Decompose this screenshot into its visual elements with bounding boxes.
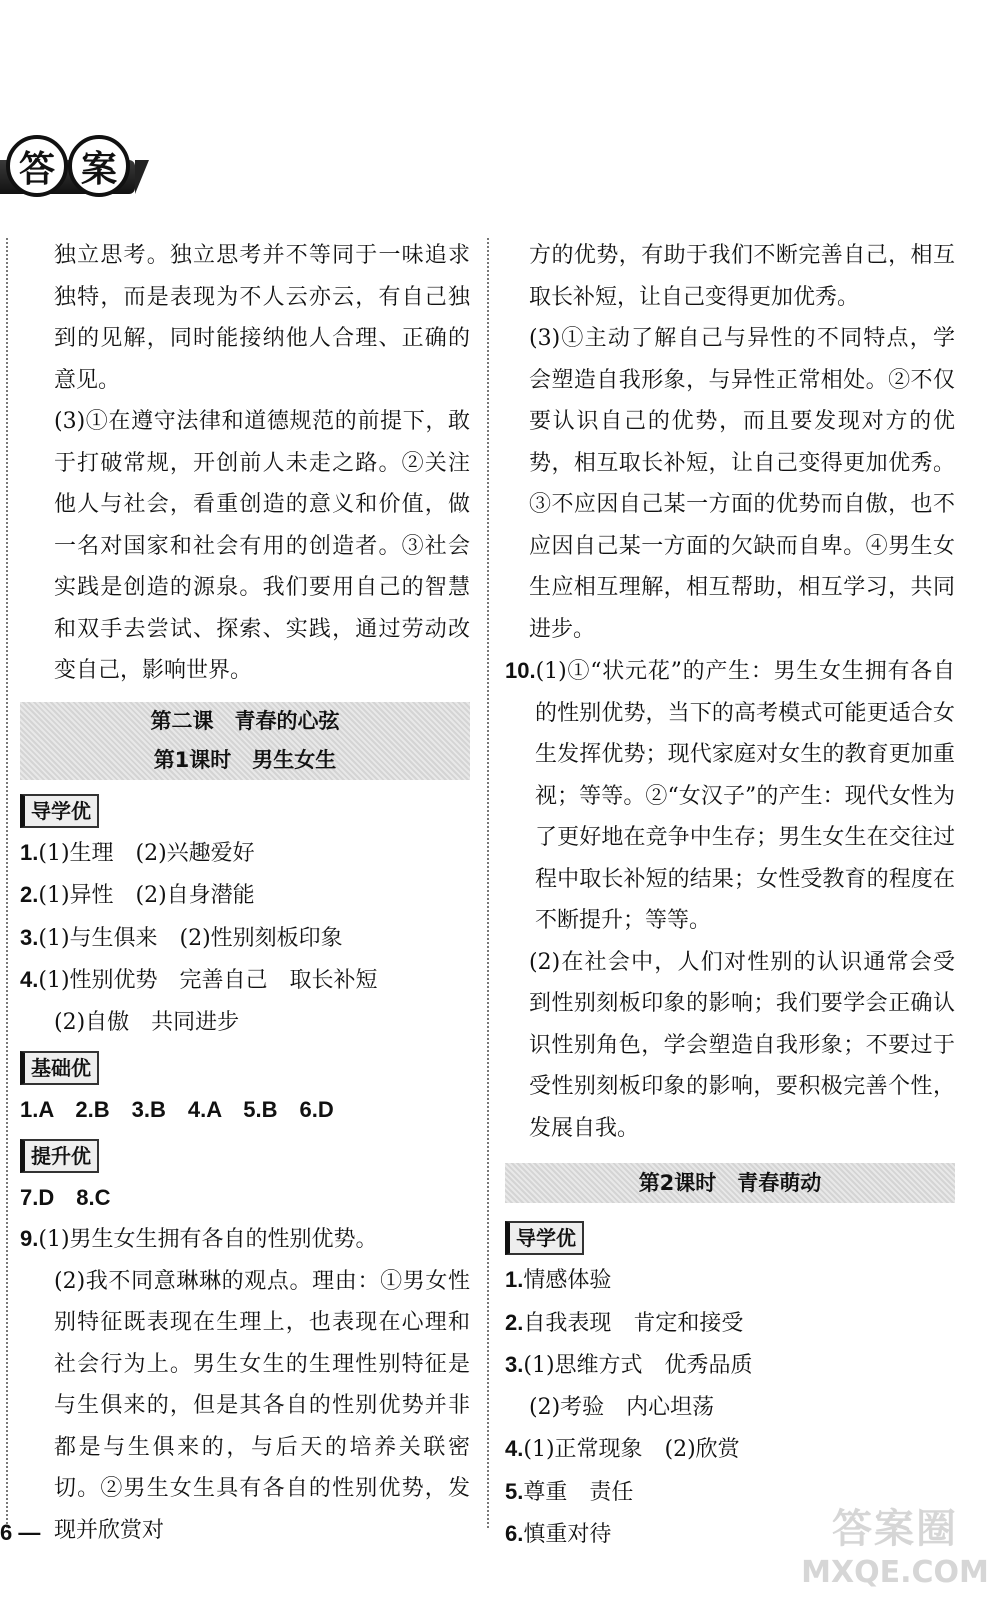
answer-line: 4.(1)正常现象 (2)欣赏 — [505, 1436, 740, 1462]
answer-line: 6.慎重对待 — [505, 1521, 612, 1547]
section-title: 第二课 青春的心弦 — [150, 708, 340, 733]
answer-line: 3.(1)思维方式 优秀品质 — [505, 1352, 753, 1378]
answer-line: 1.情感体验 — [505, 1267, 612, 1293]
answer-paragraph: (3)①主动了解自己与异性的不同特点，学会塑造自我形象，与异性正常相处。②不仅要认识自己的优势，而且要发现对方的优势，相互取长补短，让自己变得更加优秀。③不应因自己某一方面的优势而自傲，也不应因自己某一方面的欠缺而自卑。④男生女生应相互理解，相互帮助，相互学习，共同进步。 — [529, 326, 955, 642]
guide-tag: 导学优 — [20, 794, 99, 828]
column-divider — [487, 238, 489, 1528]
watermark-logo: 答案圈 MXQE.COM — [801, 1506, 989, 1590]
header-char-badge: 答 — [6, 135, 68, 197]
answer-line: 2.(1)异性 (2)自身潜能 — [20, 882, 255, 908]
lesson-title: 第2课时 青春萌动 — [638, 1171, 822, 1195]
answer-line: (2)考验 内心坦荡 — [529, 1394, 715, 1420]
answer-line: 5.尊重 责任 — [505, 1478, 634, 1505]
improve-tag: 提升优 — [20, 1139, 99, 1173]
answer-line: 4.(1)性别优势 完善自己 取长补短 — [20, 967, 378, 993]
answer-paragraph: 独立思考。独立思考并不等同于一味追求独特，而是表现为不人云亦云，有自己独到的见解，同时能接纳他人合理、正确的意见。 — [54, 243, 470, 393]
answer-paragraph: 10.(1)①“状元花”的产生：男生女生拥有各自的性别优势，当下的高考模式可能更适合女生发挥优势；现代家庭对女生的教育更加重视；等等。②“女汉子”的产生：现代女性为了更好地在竞争中生存；男生女生在交往过程中取长补短的结果；女性受教育的程度在不断提升；等等。 — [505, 658, 955, 933]
choice-answers: 7.D 8.C — [20, 1184, 111, 1210]
answer-paragraph: (2)我不同意琳琳的观点。理由：①男女性别特征既表现在生理上，也表现在心理和社会行为上。男生女生的生理性别特征是与生俱来的，但是其各自的性别优势并非都是与生俱来的，与后天的培养关联密切。②男生女生具有各自的性别优势，发现并欣赏对 — [54, 1268, 470, 1543]
lesson-title-box — [505, 1163, 955, 1203]
answer-paragraph: 方的优势，有助于我们不断完善自己，相互取长补短，让自己变得更加优秀。 — [529, 243, 955, 310]
lesson-title: 第1课时 男生女生 — [153, 747, 337, 772]
right-column — [505, 235, 955, 1556]
answer-line: 3.(1)与生俱来 (2)性别刻板印象 — [20, 924, 343, 951]
answer-line: 9.(1)男生女生拥有各自的性别优势。 — [20, 1226, 378, 1252]
section-title-box — [20, 702, 470, 780]
left-dotted-border — [6, 238, 8, 1528]
header-char-badge: 案 — [68, 135, 130, 197]
basic-tag: 基础优 — [20, 1051, 99, 1085]
choice-answers: 1.A 2.B 3.B 4.A 5.B 6.D — [20, 1097, 334, 1122]
answer-line: 2.自我表现 肯定和接受 — [505, 1309, 744, 1336]
answer-paragraph: (3)①在遵守法律和道德规范的前提下，敢于打破常规，开创前人未走之路。②关注他人与社会，看重创造的意义和价值，做一名对国家和社会有用的创造者。③社会实践是创造的源泉。我们要用自己的智慧和双手去尝试、探索、实践，通过劳动改变自己，影响世界。 — [54, 409, 470, 683]
left-column — [20, 235, 470, 1551]
page-number: 6 — — [0, 1520, 41, 1545]
answer-line: 1.(1)生理 (2)兴趣爱好 — [20, 839, 255, 866]
guide-tag: 导学优 — [505, 1221, 584, 1255]
answer-paragraph: (2)在社会中，人们对性别的认识通常会受到性别刻板印象的影响；我们要学会正确认识性别角色，学会塑造自我形象；不要过于受性别刻板印象的影响，要积极完善个性，发展自我。 — [529, 949, 955, 1141]
answer-line: (2)自傲 共同进步 — [54, 1009, 240, 1035]
